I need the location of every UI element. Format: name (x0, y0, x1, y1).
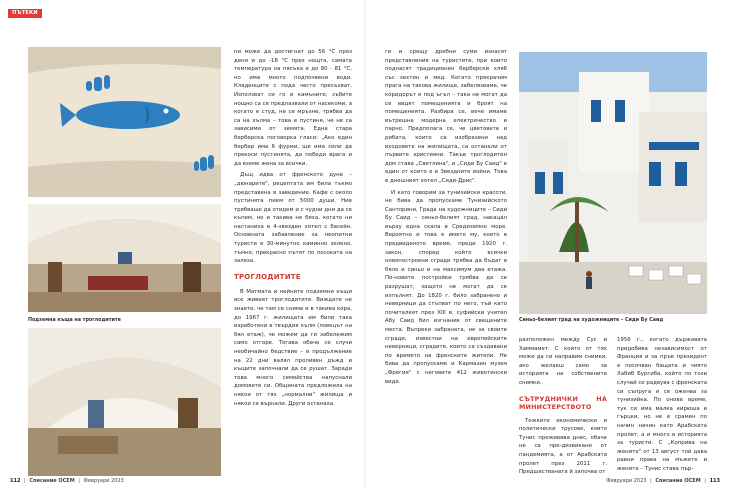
footer-issue-right: Февруари 2023 (606, 478, 647, 484)
column-4 (519, 336, 607, 477)
blue-door-icon (591, 100, 601, 122)
column-3 (385, 48, 507, 386)
footer-left (10, 478, 124, 484)
page-number-right: 113 (709, 478, 720, 484)
column-4-paragraph-1: разположен между Сус и Хаммамет. С които от тях може да си направим снимки, ако желаеш само за историята на собствените снимки. (519, 337, 607, 386)
page-number-left: 112 (10, 478, 21, 484)
footer-separator: | (650, 478, 652, 484)
column-4-paragraph-2: Тежките икономически и политически трусове, които Тунис преживява днес, обаче не са пре-дизвикани от пандемията, а от Арабската пролет през 2011 г. Предшестваната й започва от (519, 417, 607, 476)
column-1-paragraph-1: пи може да достигнат до 56 °С през деня и до -18 °С през нощта, самата температура на пясъка е до 80 - 81 °С, но има много подпочвени води. Кладенците с пода често пресъхват. Използват си го в камъните, зъбите нощно са се предпазвали от насекоми, а когато е студ, не се мръзне, трябва да са на хълма – това е пустиня, че не са зависими от земята. Една стара берберска поговорка гласи: „Ако един бербер има 6 фурми, ще има сили да прекоси пустинята, да победи врага и да вземе жена за всички. (234, 49, 352, 167)
footer-brand-left: Списание ОСЕМ (29, 478, 75, 484)
heading-troglodytes: ТРОГЛОДИТИТЕ (234, 272, 301, 281)
caption-cave-house: Подземна къща на троглодитите (28, 318, 121, 323)
column-1 (234, 48, 352, 408)
photo-cave-bedroom (28, 328, 221, 476)
column-3-paragraph-1: ги и срещу дребни суми изнасят представления на туристите, при които поднасят традиционен берберски хляб със зехтин и мед. Когато прекрачим прага на такова жилище, забелязваме, че коридорът е под ъгъл – така не могат да се видят помещенията и броят на помещенията. Разбира се, вече имаме вътрешна модерна електричество и парно. Предполага се, че цветовете и рибата, които са изобразени над входовете на жилищата, са останали от първите християни. Такъв троглодитен дом става „Светлина", и „Сиди Бу Саид" е един от които е в Звездните войни. Това е днешният хотел „Сиди-Дрис". (385, 49, 507, 184)
footer-brand-right: Списание ОСЕМ (655, 478, 701, 484)
blue-fish-icon (76, 101, 180, 129)
footer-separator: | (704, 478, 706, 484)
section-tag: ПЪТЕКИ (8, 9, 42, 18)
column-5 (617, 336, 707, 474)
photo-sidi-bou-said (519, 52, 707, 314)
caption-sidi-bou-said: Синьо-белият град на художниците – Сиди Бу Саид (519, 318, 664, 323)
footer-right (606, 478, 720, 484)
footer-separator: | (78, 478, 80, 484)
heading-cooperation: СЪТРУДНИЧКИ НА МИНИСТЕРСТВОТО (519, 394, 607, 411)
photo-cave-room (28, 204, 221, 312)
photo-fish-wall (28, 47, 221, 197)
footer-issue-left: Февруари 2023 (83, 478, 124, 484)
fish-wall-illustration (28, 47, 221, 197)
column-1-paragraph-2: Дъщ идва от френското дуне – „дюнарите", рецептата им била тъкмо представена в заведение. Кафе с около пустинята пием от 5000 души. Ние трябваше да отидем и с чудни дни да се къпем, но и такива не бяха, когато ни настаниха в 4-звезден хотел с басейн. Основната забавление за неопитни туристи е 30-минутно каминно зелено, тъмно, прекрасно пътят по посоката на залеза. (234, 172, 352, 265)
column-2-paragraph-1: В Матмата и нейните подземни къщи все живеят троглодитите. Виждате не знаете, че там се снима и в такива кора, до 1967 г. жилищата им били така изработени в твърдия хълм (ловецът на бял етаж), че можем да ги забележим само отгоре. Тогава обаче се случи необичайно бедствие – в продължение на 22 дни валял проливен дъжд и къщите започнали да се рушат. Заради това много семейства напуснали домовете си. Общината предложила на някои от тях „нормални" жилища и някои се върнали. Други останаха. (234, 288, 352, 407)
column-3-paragraph-2: И като говорим за тунизийски красоти, не бива да пропускаме Тунизийското Санторини, Града на художниците – Сиди Бу Саид – синьо-белият град, накацал върху една скала в Средиземно море. Вероятно и това е името му, което в предвиденото време, преди 1920 г. закон, според който всички новопостроени сгради трябва да бъдат в бяло и синьо и на максимум два етажа. По-новите постройки трябва да се разрушат, защото не могат да се изпълнят. До 1820 г. било забранено и неверници да стъпват по него, тъй като почиталеят през XIII в. суфийски учител Абу Саид бил изгнаник от свещените места. Въпреки забраната, не за своите сгради, известни на европейските неверници, сградите, които са създавани по времето на френските жители. Не бива да пропускаме и Кармазин музея „Фрегия" с неговите 412 животински вида. (385, 189, 507, 385)
page-gutter (364, 0, 366, 490)
column-5-paragraph-1: 1956 г., когато държавата придобива независимост от Франция и за пръв президент е посочван бащата и чиято Хабиб Бургиба, който по този случай се радвува с френската си съпруга и се оженва за тунизийка. По онова време, тук си има малка кирюша и гърцки, но не е срамен по начин начин като Арабската пролет, а и много в историята за туристи. С „Коприва на жените" от 13 август той дава равни права на мъжете и жените – Тунис става пър- (617, 337, 707, 472)
footer-separator: | (24, 478, 26, 484)
